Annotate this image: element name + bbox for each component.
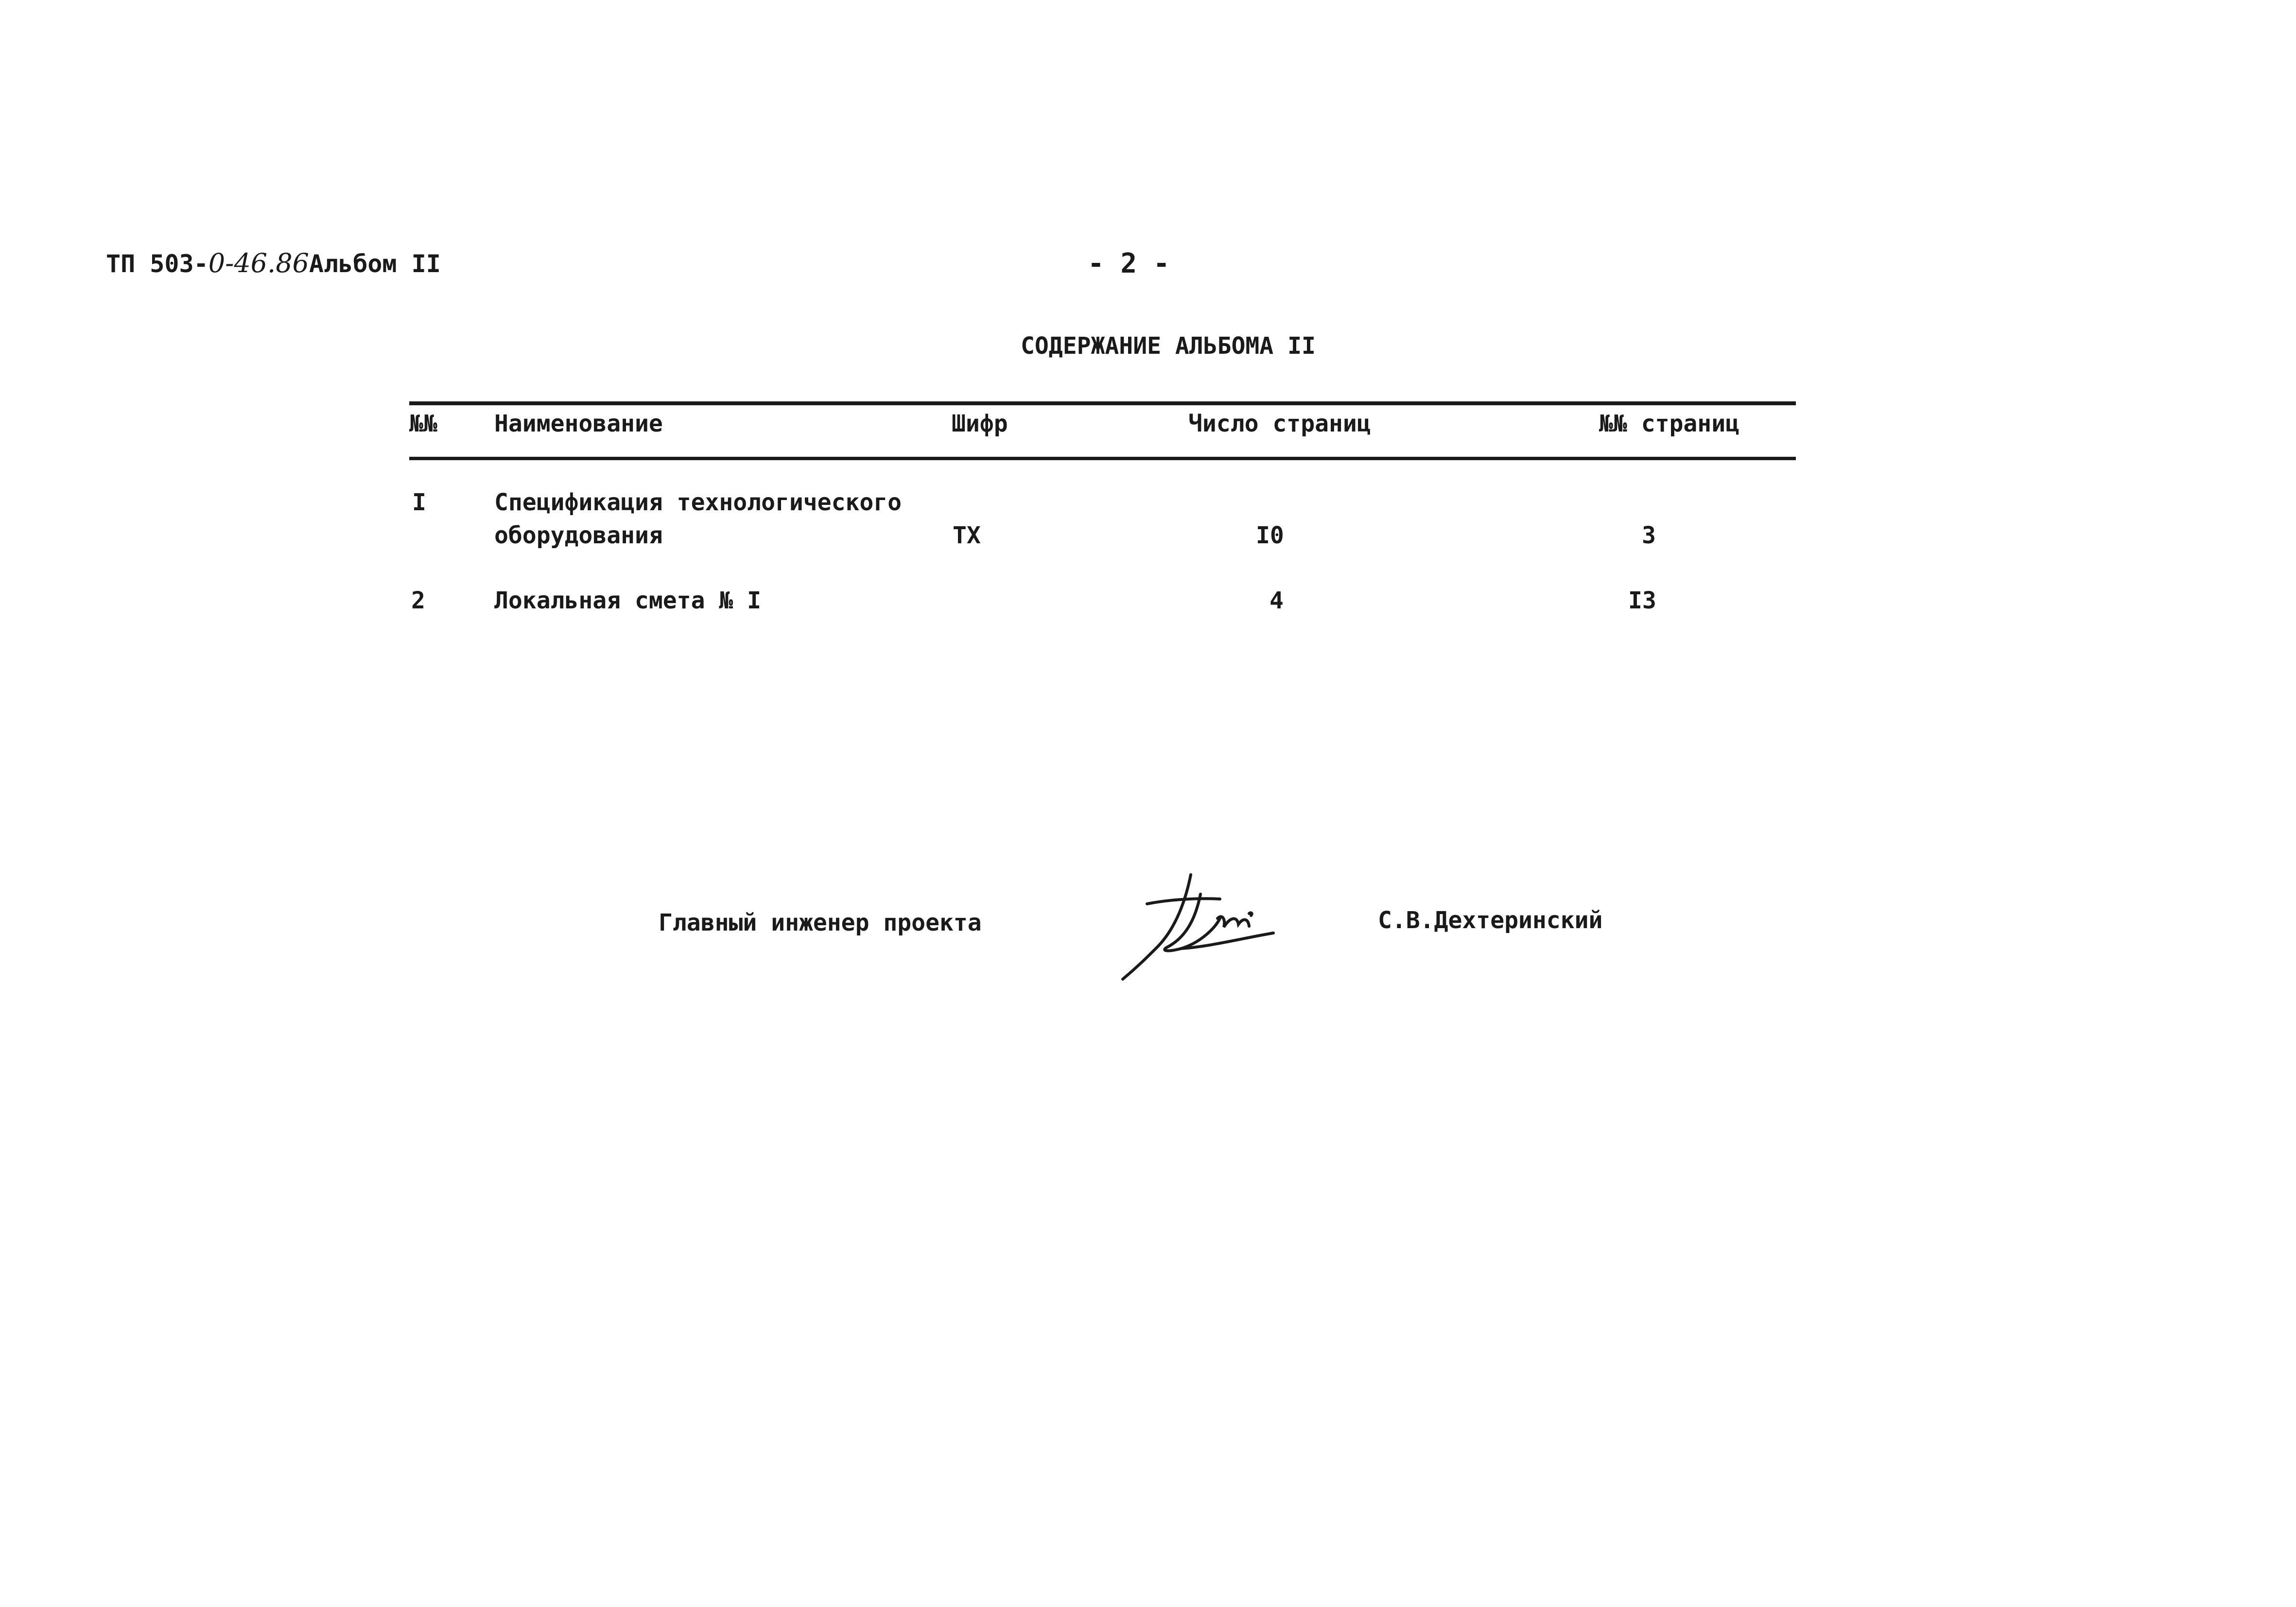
column-header-name: Наименование — [494, 410, 663, 437]
row-page-number: I3 — [1628, 587, 1656, 614]
table-top-rule — [409, 401, 1796, 405]
document-code-suffix: Альбом II — [309, 250, 441, 278]
document-code-handwritten: 0-46.86 — [208, 248, 309, 278]
column-header-page-numbers: №№ страниц — [1599, 410, 1739, 437]
row-code: ТХ — [953, 522, 981, 549]
column-header-number: №№ — [409, 410, 437, 437]
row-page-count: 4 — [1270, 587, 1284, 614]
row-name-line1: Спецификация технологического — [494, 489, 902, 516]
table-header-rule — [409, 457, 1796, 460]
row-name-line2: оборудования — [494, 522, 663, 549]
document-code — [106, 250, 441, 276]
page-number: - 2 - — [1088, 248, 1170, 279]
document-code-prefix: ТП 503- — [106, 250, 209, 278]
row-number: I — [412, 489, 426, 516]
column-header-page-count: Число страниц — [1188, 410, 1371, 437]
row-number: 2 — [411, 587, 425, 614]
row-name-line1: Локальная смета № I — [494, 587, 762, 614]
row-page-number: 3 — [1642, 522, 1656, 549]
handwritten-signature — [1118, 865, 1278, 982]
row-page-count: I0 — [1256, 522, 1284, 549]
signatory-name: С.В.Дехтеринский — [1378, 907, 1603, 934]
column-header-code: Шифр — [952, 410, 1008, 437]
signatory-position: Главный инженер проекта — [659, 909, 982, 936]
page-title: СОДЕРЖАНИЕ АЛЬБОМА II — [1021, 332, 1316, 360]
